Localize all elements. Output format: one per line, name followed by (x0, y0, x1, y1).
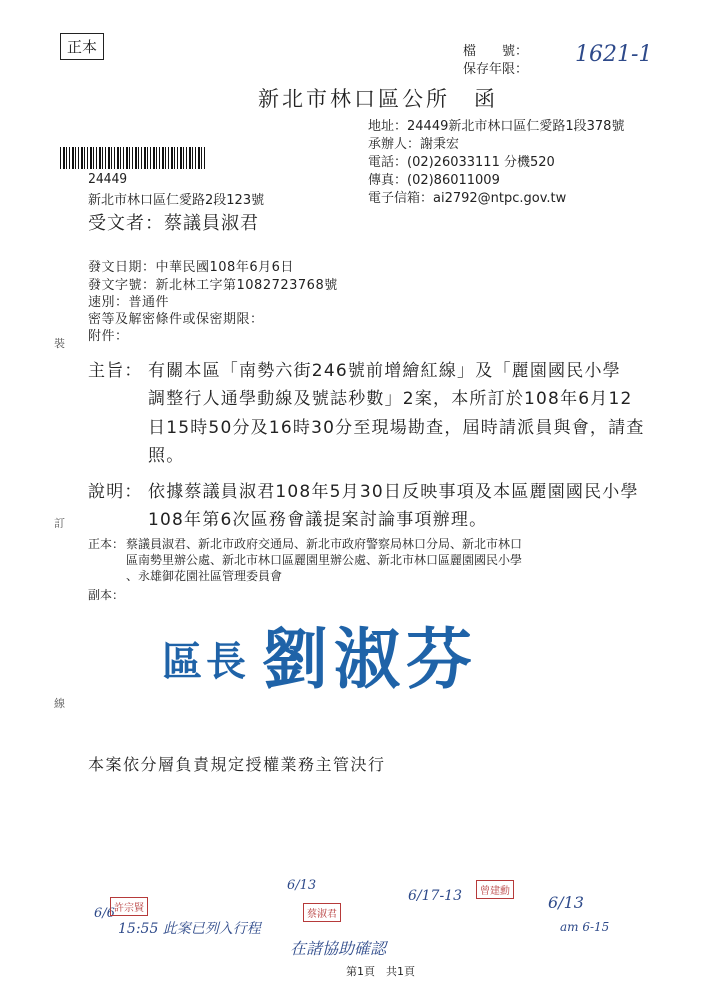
original-recipients-line-1: 蔡議員淑君、新北市政府交通局、新北市政府警察局林口分局、新北市林口 (126, 537, 523, 551)
reception-stamp-2: 蔡淑君 (303, 903, 341, 922)
authorization-note: 本案依分層負責規定授權業務主管決行 (88, 755, 386, 774)
note4-time: am 6-15 (560, 920, 610, 934)
handwritten-file-number: 1621-1 (575, 42, 653, 67)
delivery-speed: 速別：普通件 (88, 295, 170, 310)
explanation-label: 說明： (88, 482, 143, 502)
original-recipients-label: 正本： (88, 537, 125, 551)
note2-text: 在諸協助確認 (290, 939, 387, 958)
attachment-label: 附件： (88, 329, 129, 344)
subject-line-4: 照。 (148, 446, 185, 466)
sender-contact: 承辦人：謝秉宏 (368, 137, 460, 152)
subject-line-3: 日15時50分及16時30分至現場勘查，屆時請派員與會，請查 (148, 418, 645, 438)
recipient-name: 受文者：蔡議員淑君 (88, 213, 259, 234)
sender-address: 地址：24449新北市林口區仁愛路1段378號 (368, 119, 625, 134)
subject-label: 主旨： (88, 361, 143, 381)
reception-stamp-1: 許宗賢 (110, 897, 148, 916)
retention-period-label: 保存年限： (463, 62, 529, 77)
note2-date: 6/13 (287, 878, 317, 893)
original-recipients-line-2: 區南勢里辦公處、新北市林口區麗園里辦公處、新北市林口區麗園國民小學 (126, 553, 523, 567)
original-recipients-line-3: 、永雄御花園社區管理委員會 (126, 569, 283, 583)
page-number: 第1頁 共1頁 (346, 965, 415, 978)
note1-text: 15:55 此案已列入行程 (118, 921, 261, 937)
barcode (60, 147, 205, 169)
security-level: 密等及解密條件或保密期限： (88, 312, 264, 327)
explanation-line-1: 依據蔡議員淑君108年5月30日反映事項及本區麗園國民小學 (148, 482, 639, 502)
recipient-address: 新北市林口區仁愛路2段123號 (88, 193, 265, 208)
file-number-label: 檔 號： (463, 44, 529, 59)
note1-date: 6/6 (94, 906, 115, 921)
document-number: 發文字號：新北林工字第1082723768號 (88, 278, 338, 293)
reception-stamp-3: 曾建勳 (476, 880, 514, 899)
sender-phone: 電話：(02)26033111 分機520 (368, 155, 555, 170)
copy-type-label: 正本 (60, 33, 104, 60)
note3-date: 6/17-13 (408, 888, 462, 904)
document-title: 新北市林口區公所 函 (258, 87, 498, 111)
sender-fax: 傳真：(02)86011009 (368, 173, 500, 188)
binding-mark-3: 線 (54, 697, 65, 710)
explanation-line-2: 108年第6次區務會議提案討論事項辦理。 (148, 510, 488, 530)
sender-email: 電子信箱：ai2792@ntpc.gov.tw (368, 191, 567, 206)
subject-line-1: 有關本區「南勢六街246號前增繪紅線」及「麗園國民小學 (148, 361, 621, 381)
issue-date: 發文日期：中華民國108年6月6日 (88, 260, 294, 275)
signature-title: 區長 (162, 638, 250, 685)
subject-line-2: 調整行人通學動線及號誌秒數」2案，本所訂於108年6月12 (148, 389, 633, 409)
binding-mark-1: 裝 (54, 337, 65, 350)
binding-mark-2: 訂 (54, 517, 65, 530)
copy-recipients-label: 副本： (88, 588, 125, 602)
note4-date: 6/13 (548, 893, 584, 912)
recipient-postal-code: 24449 (88, 172, 128, 187)
signature-name: 劉淑芬 (262, 620, 478, 698)
